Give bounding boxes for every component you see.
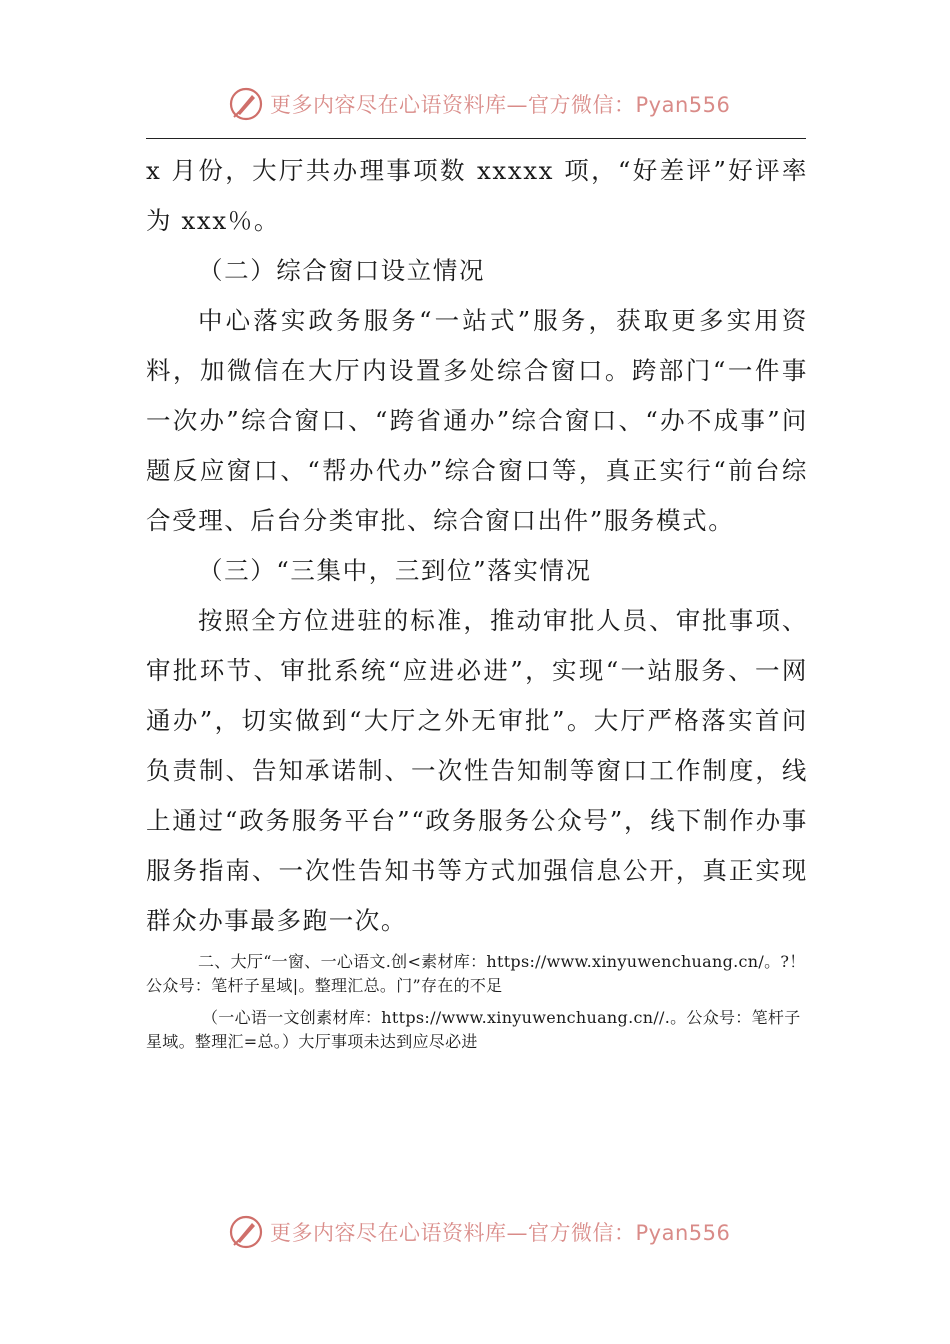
paragraph-three-centralization: 按照全方位进驻的标准，推动审批人员、审批事项、审批环节、审批系统“应进必进”，实现“一站服务、一网通办”，切实做到“大厅之外无审批”。大厅严格落实首问负责制、告知承诺制、一次性告知制等窗口工作制度，线上通过“政务服务平台”“政务服务公众号”，线下制作办事服务指南、一次性告知书等方式加强信息公开，真正实现群众办事最多跑一次。 [146,606,808,935]
quill-logo-icon [228,86,264,122]
header-watermark-banner [228,84,748,124]
subsection-shortcomings-title: 二、大厅“一窗、一心语文.创<素材库：https://www.xinyuwenchuang.cn/。?！公众号：笔杆子星域|。整理汇总。门”存在的不足 [146,952,806,995]
header-watermark-text: 更多内容尽在心语资料库—官方微信：Pyan556 [270,93,731,117]
quill-logo-icon [228,1214,264,1250]
paragraph-window-setup: 中心落实政务服务“一站式”服务，获取更多实用资料，加微信在大厅内设置多处综合窗口。跨部门“一件事一次办”综合窗口、“跨省通办”综合窗口、“办不成事”问题反应窗口、“帮办代办”综合窗口等，真正实行“前台综合受理、后台分类审批、综合窗口出件”服务模式。 [146,306,808,535]
document-body [146,146,808,1054]
section-heading-3: （三）“三集中，三到位”落实情况 [198,556,592,585]
subsection-shortcomings-item: （一心语一文创素材库：https://www.xinyuwenchuang.cn//.。公众号：笔杆子星域。整理汇=总。）大厅事项未达到应尽必进 [146,1008,801,1051]
header-divider [146,138,806,139]
footer-watermark-text: 更多内容尽在心语资料库—官方微信：Pyan556 [270,1221,731,1245]
paragraph-hall-stats: x 月份，大厅共办理事项数 xxxxx 项，“好差评”好评率为 xxx％。 [146,156,808,235]
section-heading-2: （二）综合窗口设立情况 [198,256,486,285]
footer-watermark-banner [228,1212,748,1252]
